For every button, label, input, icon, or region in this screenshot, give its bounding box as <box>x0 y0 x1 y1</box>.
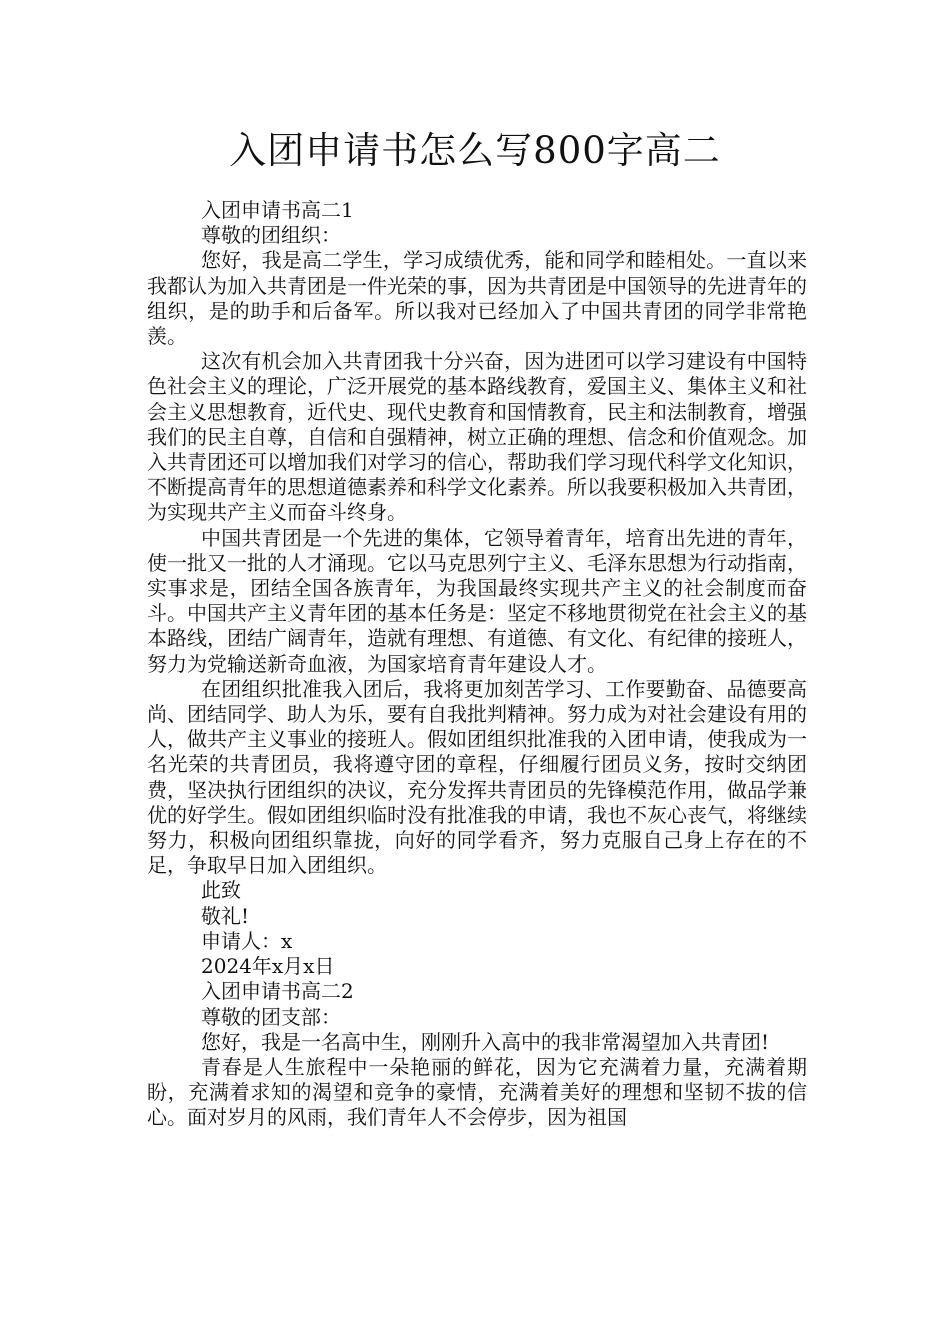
paragraph: 这次有机会加入共青团我十分兴奋，因为进团可以学习建设有中国特色社会主义的理论，广泛开展党的基本路线教育，爱国主义、集体主义和社会主义思想教育，近代史、现代史教育和国情教育，民主和法制教育，增强我们的民主自尊，自信和自强精神，树立正确的理想、信念和价值观念。加入共青团还可以增加我们对学习的信心，帮助我们学习现代科学文化知识，不断提高青年的思想道德素养和科学文化素养。所以我要积极加入共青团，为实现共产主义而奋斗终身。 <box>147 349 807 525</box>
applicant-line: 申请人：x <box>201 928 293 953</box>
salutation: 尊敬的团支部： <box>201 1004 341 1029</box>
paragraph: 青春是人生旅程中一朵艳丽的鲜花，因为它充满着力量，充满着期盼，充满着求知的渴望和竞争的豪情，充满着美好的理想和坚韧不拔的信心。面对岁月的风雨，我们青年人不会停步，因为祖国 <box>147 1054 807 1130</box>
paragraph: 在团组织批准我入团后，我将更加刻苦学习、工作要勤奋、品德要高尚、团结同学、助人为乐，要有自我批判精神。努力成为对社会建设有用的人，做共产主义事业的接班人。假如团组织批准我的入团申请，使我成为一名光荣的共青团员，我将遵守团的章程，仔细履行团员义务，按时交纳团费，坚决执行团组织的决议，充分发挥共青团员的先锋模范作用，做品学兼优的好学生。假如团组织临时没有批准我的申请，我也不灰心丧气，将继续努力，积极向团组织靠拢，向好的同学看齐，努力克服自己身上存在的不足，争取早日加入团组织。 <box>147 676 807 878</box>
paragraph: 您好，我是高二学生，学习成绩优秀，能和同学和睦相处。一直以来我都认为加入共青团是一件光荣的事，因为共青团是中国领导的先进青年的组织，是的助手和后备军。所以我对已经加入了中国共青团的同学非常艳羡。 <box>147 248 807 349</box>
date-line: 2024年x月x日 <box>201 954 335 979</box>
document-title: 入团申请书怎么写800字高二 <box>229 129 721 172</box>
paragraph: 您好，我是一名高中生，刚刚升入高中的我非常渴望加入共青团! <box>201 1029 770 1054</box>
closing-line: 此致 <box>201 878 241 903</box>
document-body <box>147 198 807 1131</box>
section-heading: 入团申请书高二1 <box>201 198 354 222</box>
closing-line: 敬礼! <box>201 903 250 928</box>
salutation: 尊敬的团组织： <box>201 223 341 248</box>
paragraph: 中国共青团是一个先进的集体，它领导着青年，培育出先进的青年，使一批又一批的人才涌现。它以马克思列宁主义、毛泽东思想为行动指南，实事求是，团结全国各族青年，为我国最终实现共产主义的社会制度而奋斗。中国共产主义青年团的基本任务是：坚定不移地贯彻党在社会主义的基本路线，团结广阔青年，造就有理想、有道德、有文化、有纪律的接班人，努力为党输送新奇血液，为国家培育青年建设人才。 <box>147 525 807 676</box>
section-heading: 入团申请书高二2 <box>201 979 354 1004</box>
